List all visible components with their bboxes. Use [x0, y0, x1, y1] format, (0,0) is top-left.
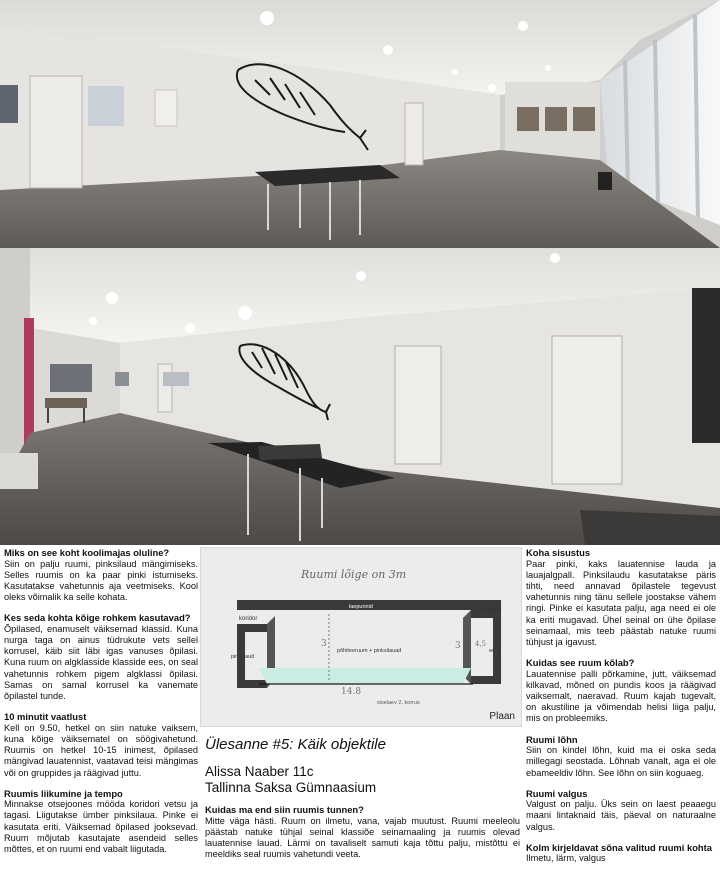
- section-heading: Miks on see koht koolimajas oluline?: [4, 547, 170, 558]
- section-heading: Ruumi lõhn: [526, 733, 578, 745]
- section-text: Ilmetu, lärm, valgus: [526, 853, 606, 864]
- author-name: Alissa Naaber 11c: [205, 764, 314, 779]
- plan-label-corridor-left: koridor: [239, 616, 258, 622]
- section-feeling: [205, 804, 520, 860]
- section-observation: [4, 711, 198, 779]
- plan-label-corridor-right: koridor: [483, 608, 502, 614]
- section-text: Paar pinki, kaks lauatennise lauda ja lauajalgpall. Pinksilaudu kasutatakse päris tihti, need annavad õpilastele tegevust vahetunnis ning tänu sellele joostakse vähem ringi. Pinke ei kasutata palju, aga need ei ole ka eriti mugavad. Ühel seinal on ühe õpilase seinamaal, mis teeb päästab natuke ruumi tühjust ja igavust.: [526, 558, 716, 647]
- section-light: [526, 788, 716, 833]
- section-heading: Ruumi valgus: [526, 787, 588, 799]
- corridor-photo-top: [0, 0, 720, 248]
- plan-label-center: põhiteeruum + pinksilauad: [337, 648, 402, 654]
- section-text: Lauatennise palli põrkamine, jutt, väiksemad kilkavad, mõned on pundis koos ja räägivad vaiksemalt, naeravad. Ruum kajab tugevalt, on akustiline ja võimendab helisi liiga palju, mis on probleemiks.: [526, 668, 716, 724]
- plan-caption: Plaan: [489, 711, 515, 722]
- section-text: Valgust on palju. Üks sein on laest peaaegu maani lintaknaid täis, päeval on naturaalne valgus.: [526, 799, 716, 832]
- section-heading: Koha sisustus: [526, 547, 591, 558]
- right-text-column: [526, 547, 716, 874]
- task-title: Ülesanne #5: Käik objektile: [205, 736, 386, 753]
- section-three-words: [526, 842, 716, 865]
- middle-text-column: [205, 728, 520, 869]
- section-furnishing: [526, 547, 716, 648]
- section-sound: [526, 657, 716, 725]
- corridor-photo-bottom: [0, 248, 720, 545]
- section-heading: Kuidas ma end siin ruumis tunnen?: [205, 804, 364, 815]
- section-heading: 10 minutit vaatlust: [4, 711, 87, 723]
- section-text: Mitte väga hästi. Ruum on ilmetu, vana, vajab muutust. Ruumi meeleolu päästab natuke tühjal seinal klassiõe seinamaaling ja ruumis olevad lauatennise lauad. Lärmi on tavaliselt samuti kaja tõttu palju, mistõttu ei meeldiks seal ruumis vahetundi veeta.: [205, 815, 520, 860]
- section-text: Siin on palju ruumi, pinksilaud mängimiseks. Selles ruumis on ka paar pinki istumiseks. Kasutatakse vahetunnis aja veetmiseks. Kool oleks võimalik ka selle kohata.: [4, 558, 198, 603]
- section-text: Siin on kindel lõhn, kuid ma ei oska seda millegagi seostada. Lõhnab vanalt, aga ei ole ebameeldiv lõhn. See lõhn on siin koguaeg.: [526, 745, 716, 778]
- section-smell: [526, 734, 716, 779]
- plan-label-floor-length: 14.8: [341, 687, 362, 697]
- left-text-column: [4, 547, 198, 864]
- plan-label-pingpong: pinkslaud: [231, 654, 255, 660]
- plan-label-wc: wc-d: [489, 648, 501, 654]
- plan-label-height-left: 3: [321, 639, 327, 649]
- school-name: Tallinna Saksa Gümnaasium: [205, 780, 377, 795]
- plan-title: Ruumi lõige on 3m: [301, 568, 407, 581]
- plan-label-bottom: siselaev 2. korrus: [377, 700, 420, 706]
- plan-label-height-right: 3: [455, 641, 461, 651]
- floor-plan-diagram: [200, 547, 522, 727]
- section-heading: Kes seda kohta kõige rohkem kasutavad?: [4, 612, 191, 624]
- section-who-uses: [4, 612, 198, 702]
- section-text: Õpilased, enamuselt väiksemad klassid. Kuna nurga taga on ainus tüdrukute vets sellel korrusel, käib siit läbi igas vanuses õpilasi. Kuna ruum on algklasside klasside ees, on seal vahetunnis rohkem pigem algklassi õpilasi. Samas on samal korrusel ka vanemate õpilastel tunde.: [4, 623, 198, 702]
- plan-label-ceiling: laepunnid: [349, 604, 373, 610]
- plan-label-side-right: 4,5: [475, 640, 487, 648]
- section-heading: Kolm kirjeldavat sõna valitud ruumi kohta: [526, 841, 712, 853]
- section-why-important: [4, 547, 198, 603]
- section-text: Minnakse otsejoones mööda koridori vetsu ja tagasi. Liigutakse ümber pinksilaua. Pinke ei kasutata eriti. Väiksemad õpilased jooksevad. Ruum mõjutab kasutajate asendeid selles mõttes, et on ruumi end vabalt liigutada.: [4, 799, 198, 855]
- section-text: Kell on 9.50, hetkel on siin natuke vaiksem, kuna kõige väiksematel on söögivahetund. Ruumis on hetkel 10-15 inimest, õpilased mängivad lauatennist, vaatavad teisi mängimas või on gruppides ja räägivad juttu.: [4, 722, 198, 778]
- section-movement: [4, 788, 198, 856]
- section-heading: Ruumis liikumine ja tempo: [4, 787, 123, 799]
- section-heading: Kuidas see ruum kõlab?: [526, 657, 635, 669]
